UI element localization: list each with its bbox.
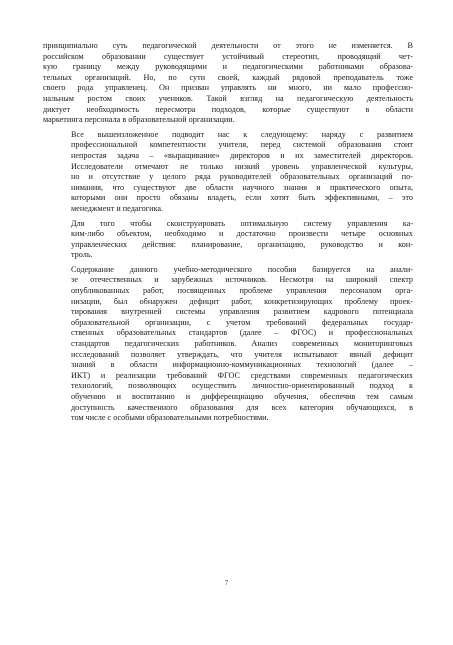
text-line: ственных образовательных стандартов (далее – ФГОС) и профессиональных [71,328,413,338]
paragraph [43,41,413,126]
paragraph [43,265,413,424]
text-line: технологий, позволяющих осуществить личностно-ориентированный подход к [71,381,413,391]
text-line: которыми они просто обязаны владеть, если хотят быть эффективными, – это [71,193,413,203]
text-line: опубликованных работ, посвященных проблеме управления персоналом орга- [71,286,413,296]
text-line: обучению и воспитанию и дифференциацию обучения, обеспечив тем самым [71,392,413,401]
text-line: профессиональной компетентности учителя, перед системой образования стоит [71,140,413,150]
text-line: образовательной организации, с учетом требований федеральных государ- [71,317,413,327]
text-line: Исследователи отмечают не только низкий уровень управленческой культуры, [71,161,413,171]
text-line: Все вышеизложенное подводит нас к следующему: наряду с развитием [71,129,413,139]
text-line: низации, был обнаружен дефицит работ, конкретизирующих проблему проек- [71,296,413,306]
text-line: ИКТ) и реализации требований ФГОС средствами современных педагогических [71,370,413,380]
text-line: тельных организаций. Но, по сути своей, каждый рядовой преподаватель тоже [43,72,413,82]
text-line: Содержание данного учебно-методического пособия базируется на анали- [71,264,413,274]
paragraph [43,130,413,215]
text-line: Для того чтобы сконструировать оптимальную систему управления ка- [71,218,413,228]
text-line: исследований позволяет утверждать, что учителя испытывают явный дефицит [71,349,413,359]
text-line: стандартов педагогических работников. Анализ современных мониторинговых [71,339,413,349]
page-number: 7 [224,579,229,587]
text-line: кую границу между руководящими и педагогическими работниками образова- [43,62,413,72]
body-text [43,41,413,428]
text-line: но и отсутствие у целого ряда руководителей образовательных организаций по- [71,172,413,182]
text-line: управленческих действия: планирование, организацию, руководство и кон- [71,239,413,249]
text-line: диктует необходимость пересмотра подходов, которые существуют в области [43,104,413,114]
text-line: доступность качественного образования для всех категория обучающихся, в [71,402,413,412]
text-line: своего рода управленец. Он призван управлять ни много, ни мало профессио- [43,83,413,93]
paragraph [43,219,413,261]
text-line: зе отечественных и зарубежных источников. Несмотря на широкий спектр [71,275,413,285]
text-line: российском образовании существует устойчивый стереотип, проводящий чет- [43,51,413,61]
text-line: нальным ростом своих учеников. Такой взгляд на педагогическую деятельность [43,93,413,103]
text-line: троль. [71,250,93,260]
text-line: менеджмент и педагогика. [71,203,164,213]
text-line: ким-либо объектом, необходимо и достаточно произвести четыре основных [71,229,413,239]
text-line: том числе с особыми образовательными потребностями. [71,413,269,423]
text-line: тирования внутренней системы управления развитием кадрового потенциала [71,307,413,317]
text-line: маркетинга персонала в образовательной организации. [43,115,235,125]
text-line: знаний в области информационно-коммуникационных технологий (далее – [71,360,413,370]
text-line: принципиально суть педагогической деятельности от этого не изменяется. В [43,41,413,50]
text-line: непростая задача – «выращивание» директоров и их заместителей директоров. [71,150,413,160]
text-line: нимания, что существуют две области научного знания и практического опыта, [71,182,413,192]
